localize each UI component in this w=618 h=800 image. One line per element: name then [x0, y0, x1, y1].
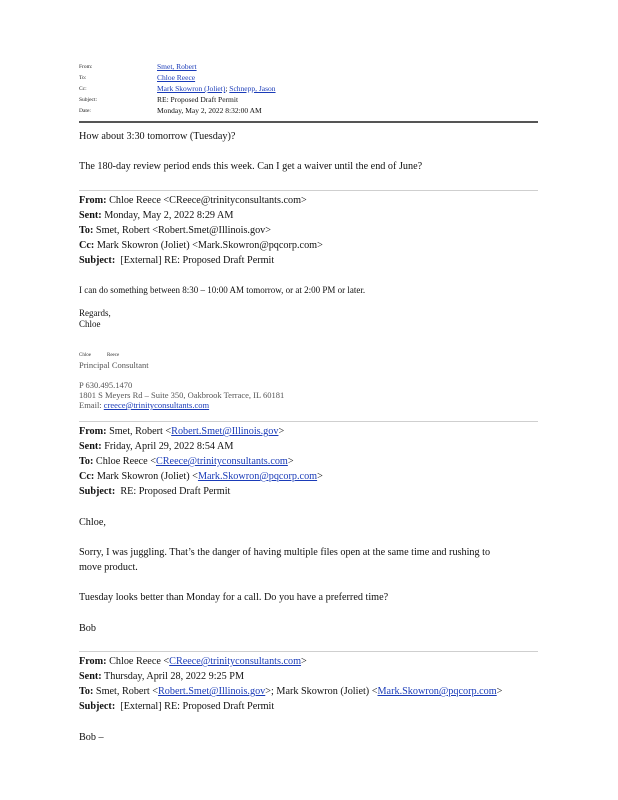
msg4-greeting: Bob –	[79, 732, 104, 743]
msg3-subject: RE: Proposed Draft Permit	[120, 486, 231, 497]
msg2-sent: Monday, May 2, 2022 8:29 AM	[104, 210, 234, 221]
msg4-from-email-link[interactable]: CReece@trinityconsultants.com	[169, 656, 302, 667]
signature-address: 1801 S Meyers Rd – Suite 350, Oakbrook Terrace, IL 60181	[79, 390, 285, 400]
msg4-to-email-link[interactable]: Robert.Smet@Illinois.gov	[157, 686, 266, 697]
msg1-line1: How about 3:30 tomorrow (Tuesday)?	[79, 131, 236, 142]
msg2-subject-label: Subject:	[79, 255, 116, 266]
msg4-to-mid: >; Mark Skowron (Joliet) <	[265, 686, 378, 697]
msg4-to-label: To:	[79, 686, 94, 697]
signature-email-link[interactable]: creece@trinityconsultants.com	[103, 400, 210, 410]
msg4-from-name: Chloe Reece <	[109, 656, 170, 667]
msg3-sent: Friday, April 29, 2022 8:54 AM	[104, 441, 234, 452]
divider	[79, 651, 538, 652]
msg2-cc-label: Cc:	[79, 240, 95, 251]
msg3-from-email-link[interactable]: Robert.Smet@Illinois.gov	[171, 426, 279, 437]
msg2-regards: Regards,	[79, 308, 111, 318]
header-cc-separator: ;	[225, 84, 228, 93]
msg3-sign: Bob	[79, 623, 96, 634]
msg3-para1-line1: Sorry, I was juggling. That’s the danger of having multiple files open at the same time and rushing to	[79, 547, 491, 558]
msg4-subject: [External] RE: Proposed Draft Permit	[120, 701, 275, 712]
msg3-cc-label: Cc:	[79, 471, 95, 482]
header-cc-line	[157, 84, 276, 93]
msg3-para2: Tuesday looks better than Monday for a call. Do you have a preferred time?	[79, 592, 389, 603]
msg2-from-label: From:	[79, 195, 107, 206]
header-cc-link-2[interactable]: Schnepp, Jason	[229, 84, 276, 93]
msg2-body: I can do something between 8:30 – 10:00 AM tomorrow, or at 2:00 PM or later.	[79, 285, 366, 295]
msg3-cc-end: >	[317, 471, 323, 482]
msg2-to-label: To:	[79, 225, 94, 236]
header-date: Monday, May 2, 2022 8:32:00 AM	[157, 106, 262, 115]
msg3-subject-label: Subject:	[79, 486, 116, 497]
msg3-greeting: Chloe,	[79, 517, 106, 528]
msg1-line2: The 180-day review period ends this week. Can I get a waiver until the end of June?	[79, 161, 423, 172]
signature-phone: P 630.495.1470	[79, 380, 133, 390]
header-cc-label: Cc:	[79, 86, 87, 92]
msg4-from-end: >	[301, 656, 307, 667]
msg4-subject-label: Subject:	[79, 701, 116, 712]
msg3-sent-label: Sent:	[79, 441, 102, 452]
msg3-cc-email-link[interactable]: Mark.Skowron@pqcorp.com	[197, 471, 318, 482]
msg2-sent-label: Sent:	[79, 210, 102, 221]
msg3-from-end: >	[278, 426, 285, 437]
header-to-label: To:	[79, 75, 87, 81]
msg4-sent-label: Sent:	[79, 671, 102, 682]
header-from-link[interactable]: Smet, Robert	[157, 62, 197, 71]
msg4-to-email2-link[interactable]: Mark.Skowron@pqcorp.com	[377, 686, 497, 697]
signature-email-label: Email:	[79, 400, 102, 410]
divider	[79, 190, 538, 191]
signature-title: Principal Consultant	[79, 360, 149, 370]
header-from-label: From:	[79, 64, 93, 70]
msg3-from-name: Smet, Robert <	[109, 426, 172, 437]
msg3-to-name: Chloe Reece <	[95, 456, 156, 467]
divider	[79, 421, 538, 422]
msg4-to-end: >	[496, 686, 503, 697]
msg2-cc: Mark Skowron (Joliet) <Mark.Skowron@pqcorp.com>	[96, 240, 323, 251]
header-to-link[interactable]: Chloe Reece	[157, 73, 196, 82]
msg3-to-label: To:	[79, 456, 94, 467]
msg2-subject: [External] RE: Proposed Draft Permit	[120, 255, 275, 266]
header-divider	[79, 121, 538, 123]
msg4-from-label: From:	[79, 656, 107, 667]
msg3-cc-name: Mark Skowron (Joliet) <	[96, 471, 198, 482]
header-subject: RE: Proposed Draft Permit	[157, 95, 239, 104]
msg2-from: Chloe Reece <CReece@trinityconsultants.com>	[109, 195, 307, 206]
header-subject-label: Subject:	[79, 97, 98, 103]
msg3-to-end: >	[287, 456, 294, 467]
header-date-label: Date:	[79, 108, 91, 114]
msg3-to-email-link[interactable]: CReece@trinityconsultants.com	[155, 456, 288, 467]
signature-first-name: Chloe	[79, 353, 91, 358]
msg4-sent: Thursday, April 28, 2022 9:25 PM	[104, 671, 244, 682]
msg3-from-label: From:	[79, 426, 107, 437]
msg3-para1-line2: move product.	[79, 562, 138, 573]
msg4-to-name: Smet, Robert <	[95, 686, 158, 697]
msg2-to: Smet, Robert <Robert.Smet@Illinois.gov>	[95, 225, 271, 236]
header-cc-link-1[interactable]: Mark Skowron (Joliet)	[157, 84, 226, 93]
signature-last-name: Reece	[107, 353, 120, 358]
msg2-name: Chloe	[79, 319, 101, 329]
